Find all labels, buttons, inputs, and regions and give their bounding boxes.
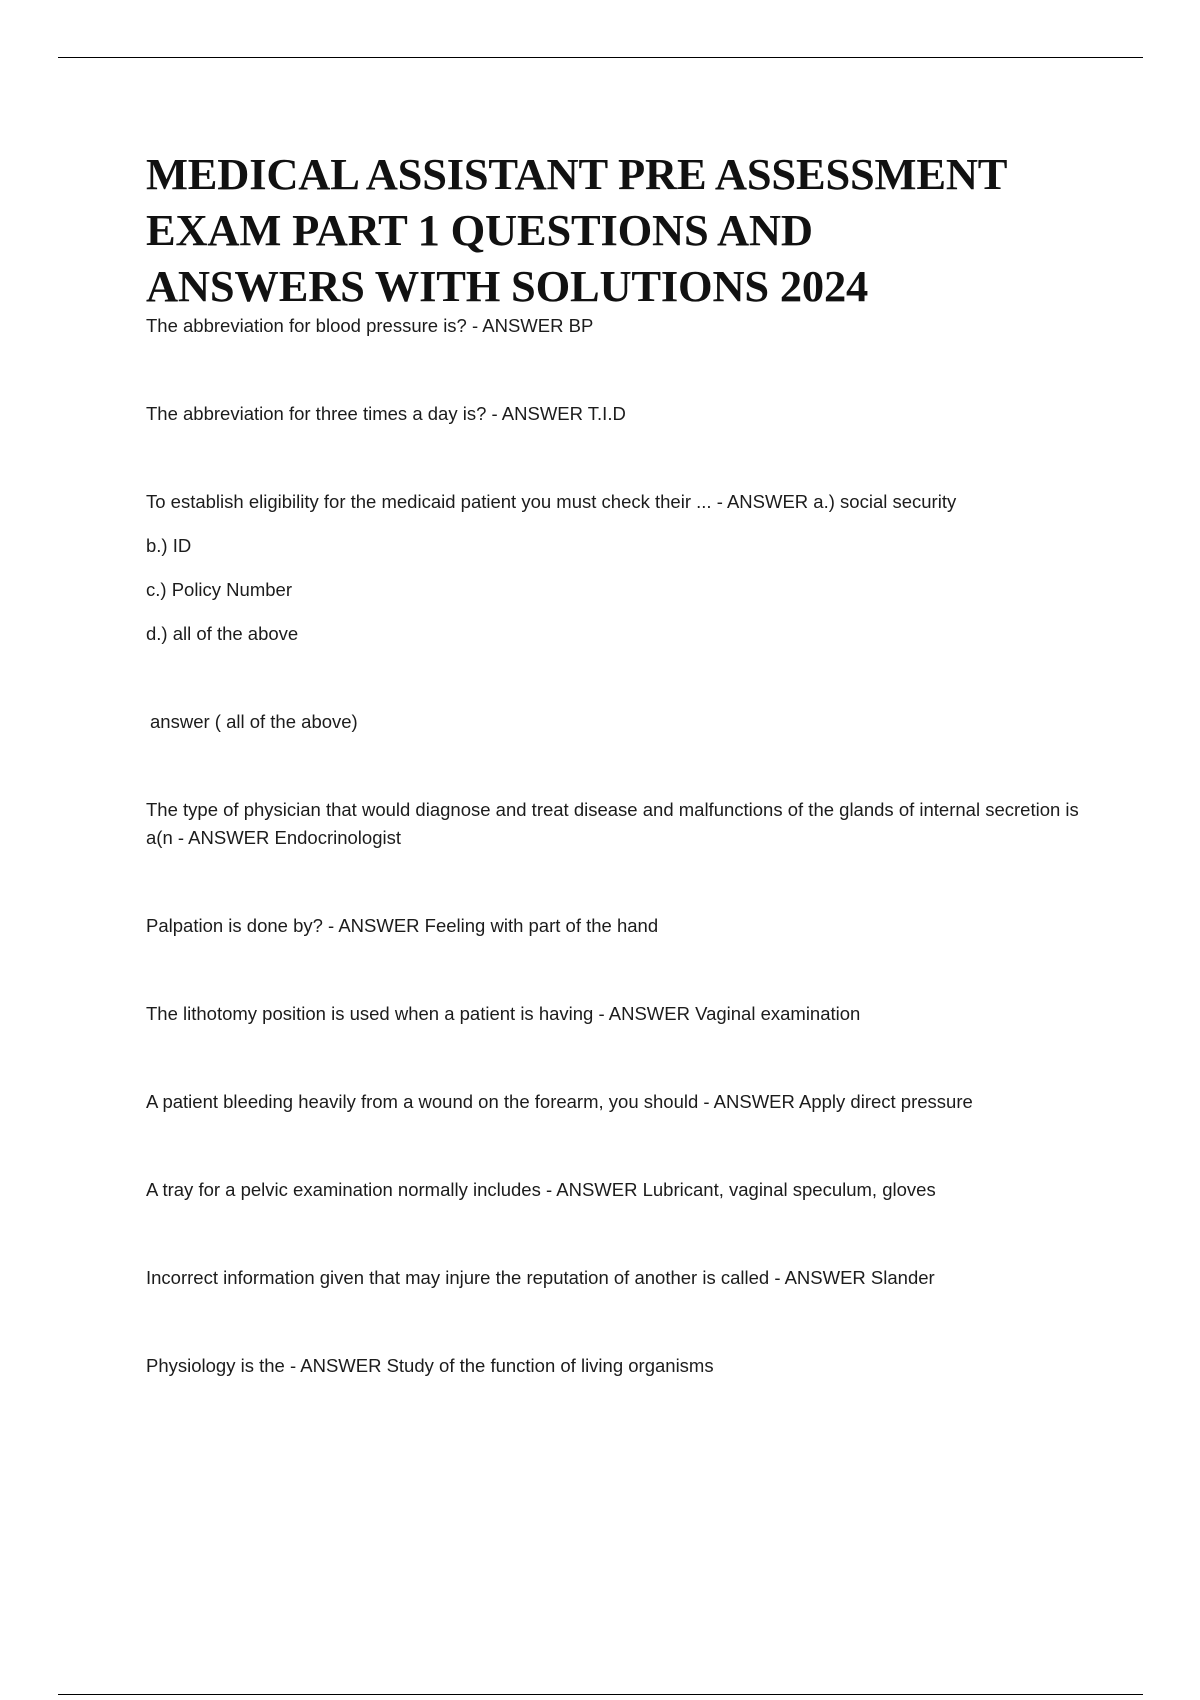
qa-item-three-times-a-day: The abbreviation for three times a day is? - ANSWER T.I.D [146,403,626,424]
qa-option-d: d.) all of the above [146,623,299,644]
document-title [146,146,1101,314]
qa-item-slander: Incorrect information given that may injure the reputation of another is called - ANSWER Slander [146,1267,935,1288]
qa-option-c: c.) Policy Number [146,579,292,600]
top-divider [58,57,1143,58]
qa-item-palpation: Palpation is done by? - ANSWER Feeling with part of the hand [146,915,659,936]
title-line-3: ANSWERS WITH SOLUTIONS 2024 [146,261,869,311]
qa-item-medicaid-eligibility: To establish eligibility for the medicaid patient you must check their ... - ANSWER a.) social security [146,491,957,512]
title-line-1: MEDICAL ASSISTANT PRE ASSESSMENT [146,149,1008,199]
qa-item-bleeding: A patient bleeding heavily from a wound on the forearm, you should - ANSWER Apply direct pressure [146,1091,973,1112]
qa-item-physiology: Physiology is the - ANSWER Study of the function of living organisms [146,1355,714,1376]
title-line-2: EXAM PART 1 QUESTIONS AND [146,205,813,255]
qa-option-b: b.) ID [146,535,192,556]
document-body [146,146,1101,1380]
qa-medicaid-answer: answer ( all of the above) [150,711,358,732]
qa-item-lithotomy: The lithotomy position is used when a patient is having - ANSWER Vaginal examination [146,1003,861,1024]
qa-item-endocrinologist: The type of physician that would diagnose and treat disease and malfunctions of the glands of internal secretion is a(n - ANSWER Endocrinologist [146,799,1079,848]
bottom-divider [58,1694,1143,1695]
qa-item-blood-pressure: The abbreviation for blood pressure is? - ANSWER BP [146,315,594,336]
qa-item-pelvic-tray: A tray for a pelvic examination normally includes - ANSWER Lubricant, vaginal speculum, gloves [146,1179,936,1200]
